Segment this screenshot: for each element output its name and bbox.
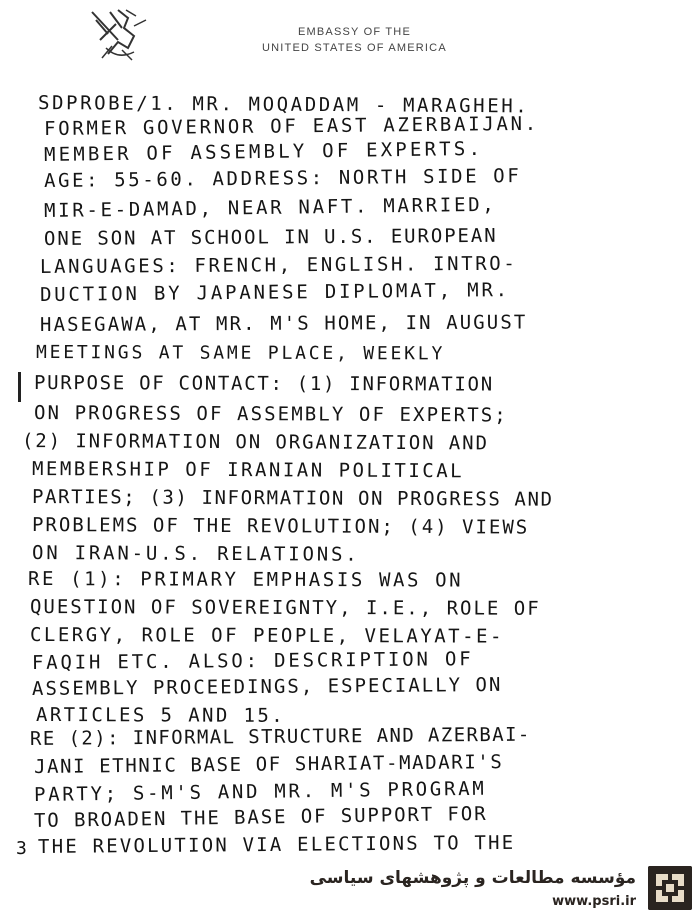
memo-line: PURPOSE OF CONTACT: (1) INFORMATION xyxy=(33,372,494,396)
institute-name: مؤسسه مطالعات و پژوهشهای سیاسی xyxy=(309,868,636,888)
memo-line: FORMER GOVERNOR OF EAST AZERBAIJAN. xyxy=(43,112,539,140)
memo-line: RE (1): PRIMARY EMPHASIS WAS ON xyxy=(27,568,464,592)
margin-mark xyxy=(18,372,21,402)
memo-line: LANGUAGES: FRENCH, ENGLISH. INTRO- xyxy=(39,252,518,278)
memo-line: JANI ETHNIC BASE OF SHARIAT-MADARI'S xyxy=(33,751,504,778)
page-number: 3 xyxy=(16,838,27,859)
letterhead-line-1: EMBASSY OF THE xyxy=(298,26,411,38)
memo-line: DUCTION BY JAPANESE DIPLOMAT, MR. xyxy=(39,279,510,306)
memo-line: ONE SON AT SCHOOL IN U.S. EUROPEAN xyxy=(43,224,498,250)
memo-line: THE REVOLUTION VIA ELECTIONS TO THE xyxy=(37,831,516,858)
institute-url: www.psri.ir xyxy=(552,894,636,909)
memo-line: MIR-E-DAMAD, NEAR NAFT. MARRIED, xyxy=(43,193,497,222)
memo-line: PARTY; S-M'S AND MR. M'S PROGRAM xyxy=(33,777,487,806)
memo-line: (2) INFORMATION ON ORGANIZATION AND xyxy=(21,430,489,455)
memo-line: PARTIES; (3) INFORMATION ON PROGRESS AND xyxy=(31,486,554,511)
memo-line: CLERGY, ROLE OF PEOPLE, VELAYAT-E- xyxy=(29,624,504,648)
memo-line: MEMBER OF ASSEMBLY OF EXPERTS. xyxy=(43,137,484,166)
memo-line: ASSEMBLY PROCEEDINGS, ESPECIALLY ON xyxy=(31,673,503,700)
archive-footer xyxy=(309,866,692,916)
memo-line: TO BROADEN THE BASE OF SUPPORT FOR xyxy=(33,802,488,832)
memo-line: MEMBERSHIP OF IRANIAN POLITICAL xyxy=(31,458,465,483)
memo-line: RE (2): INFORMAL STRUCTURE AND AZERBAI- xyxy=(29,723,531,750)
memo-line: HASEGAWA, AT MR. M'S HOME, IN AUGUST xyxy=(39,311,528,336)
memo-line: AGE: 55-60. ADDRESS: NORTH SIDE OF xyxy=(43,165,522,192)
memo-line: ARTICLES 5 AND 15. xyxy=(35,704,286,727)
memo-line: SDPROBE/1. MR. MOQADDAM - MARAGHEH. xyxy=(37,92,530,118)
memo-line: PROBLEMS OF THE REVOLUTION; (4) VIEWS xyxy=(31,514,530,539)
letterhead-line-2: UNITED STATES OF AMERICA xyxy=(262,42,447,54)
memo-line: MEETINGS AT SAME PLACE, WEEKLY xyxy=(35,342,446,365)
memo-line: FAQIH ETC. ALSO: DESCRIPTION OF xyxy=(31,648,474,674)
memo-line: ON PROGRESS OF ASSEMBLY OF EXPERTS; xyxy=(33,402,508,427)
memo-line: QUESTION OF SOVEREIGNTY, I.E., ROLE OF xyxy=(29,596,541,620)
institute-logo-icon xyxy=(648,866,692,910)
memo-line: ON IRAN-U.S. RELATIONS. xyxy=(31,542,360,566)
